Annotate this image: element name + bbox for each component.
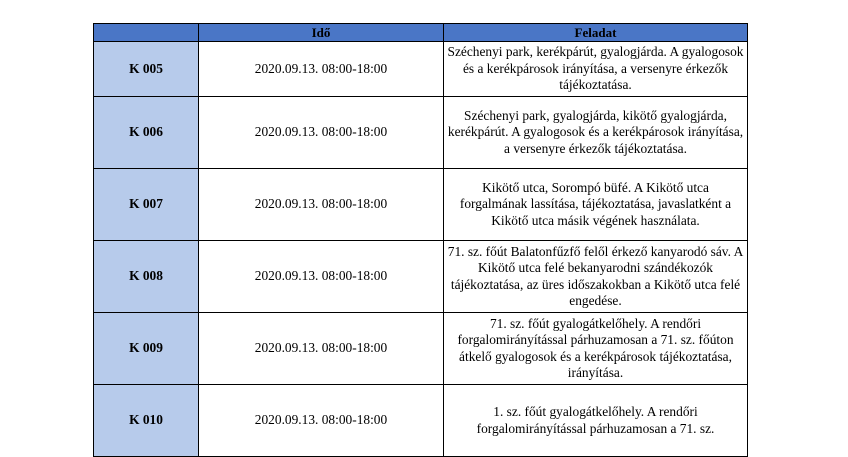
row-time: 2020.09.13. 08:00-18:00 bbox=[199, 241, 444, 313]
row-time: 2020.09.13. 08:00-18:00 bbox=[199, 385, 444, 457]
row-code: K 008 bbox=[94, 241, 199, 313]
row-code: K 010 bbox=[94, 385, 199, 457]
table-row bbox=[94, 42, 748, 97]
row-task: 71. sz. főút Balatonfűzfő felől érkező kanyarodó sáv. A Kikötő utca felé bekanyarodni szándékozók tájékoztatása, az üres időszakokban a Kikötő utca felé engedése. bbox=[444, 241, 748, 313]
table-row bbox=[94, 169, 748, 241]
row-code: K 005 bbox=[94, 42, 199, 97]
row-code: K 007 bbox=[94, 169, 199, 241]
row-task: 1. sz. főút gyalogátkelőhely. A rendőri forgalomirányítással párhuzamosan a 71. sz. bbox=[444, 385, 748, 457]
row-time: 2020.09.13. 08:00-18:00 bbox=[199, 169, 444, 241]
row-time: 2020.09.13. 08:00-18:00 bbox=[199, 97, 444, 169]
row-task: Széchenyi park, kerékpárút, gyalogjárda. A gyalogosok és a kerékpárosok irányítása, a versenyre érkezők tájékoztatása. bbox=[444, 42, 748, 97]
table-row bbox=[94, 97, 748, 169]
header-code bbox=[94, 24, 199, 42]
schedule-table bbox=[93, 23, 748, 457]
row-code: K 006 bbox=[94, 97, 199, 169]
header-task: Feladat bbox=[444, 24, 748, 42]
row-time: 2020.09.13. 08:00-18:00 bbox=[199, 313, 444, 385]
row-task: Széchenyi park, gyalogjárda, kikötő gyalogjárda, kerékpárút. A gyalogosok és a kerékpárosok irányítása, a versenyre érkezők tájékoztatása. bbox=[444, 97, 748, 169]
header-time: Idő bbox=[199, 24, 444, 42]
row-task: Kikötő utca, Sorompó büfé. A Kikötő utca forgalmának lassítása, tájékoztatása, javaslatként a Kikötő utca másik végének használata. bbox=[444, 169, 748, 241]
table-row bbox=[94, 385, 748, 457]
row-time: 2020.09.13. 08:00-18:00 bbox=[199, 42, 444, 97]
header-row bbox=[94, 24, 748, 42]
table-row bbox=[94, 313, 748, 385]
row-task: 71. sz. főút gyalogátkelőhely. A rendőri forgalomirányítással párhuzamosan a 71. sz. főúton átkelő gyalogosok és a kerékpárosok tájékoztatása, irányítása. bbox=[444, 313, 748, 385]
row-code: K 009 bbox=[94, 313, 199, 385]
table-row bbox=[94, 241, 748, 313]
